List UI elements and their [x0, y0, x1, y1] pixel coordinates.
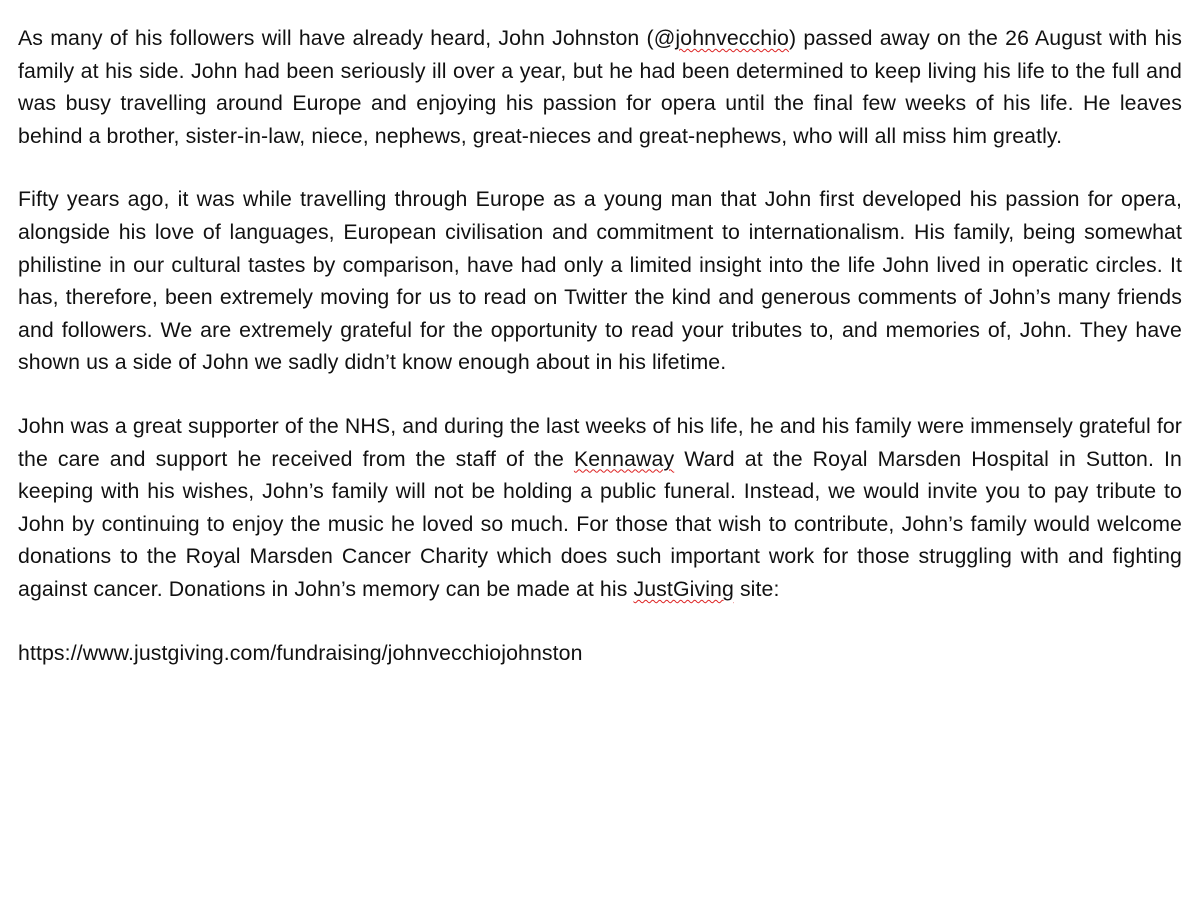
- justgiving-url[interactable]: https://www.justgiving.com/fundraising/johnvecchiojohnston: [18, 640, 583, 665]
- spellcheck-flagged-word[interactable]: johnvecchio: [675, 26, 789, 50]
- text-segment: As many of his followers will have already heard, John Johnston (@: [18, 26, 676, 50]
- text-segment: site:: [733, 576, 780, 601]
- paragraph-announcement: [18, 22, 1182, 152]
- spellcheck-flagged-word[interactable]: Kennaway: [573, 446, 675, 471]
- spellcheck-flagged-word[interactable]: JustGiving: [633, 576, 734, 601]
- text-segment: Ward at the Royal Marsden Hospital in Sutton. In keeping with his wishes, John’s family will not be holding a public funeral. Instead, we would invite you to pay tribute to John by continuing to enjoy the music he loved so much. For those that wish to contribute, John’s family would welcome donations to the Royal Marsden Cancer Charity which does such important work for those struggling with and fighting against cancer. Donations in John’s memory can be made at his: [18, 446, 1182, 601]
- text-segment: ) passed away on the 26 August with his family at his side. John had been seriously ill over a year, but he had been determined to keep living his life to the full and was busy travelling around Europe and enjoying his passion for opera until the final few weeks of his life. He leaves behind a brother, sister-in-law, niece, nephews, great-nieces and great-nephews, who will all miss him greatly.: [18, 26, 1182, 148]
- text-segment: John was a great supporter of the NHS, and during the last weeks of his life, he and his family were immensely grateful for the care and support he received from the staff of the: [18, 413, 1182, 471]
- paragraph-opera-passion: Fifty years ago, it was while travelling through Europe as a young man that John first developed his passion for opera, alongside his love of languages, European civilisation and commitment to internationalism. His family, being somewhat philistine in our cultural tastes by comparison, have had only a limited insight into the life John lived in operatic circles. It has, therefore, been extremely moving for us to read on Twitter the kind and generous comments of John’s many friends and followers. We are extremely grateful for the opportunity to read your tributes to, and memories of, John. They have shown us a side of John we sadly didn’t know enough about in his lifetime.: [18, 187, 1182, 375]
- paragraph-nhs-donations: [18, 410, 1182, 606]
